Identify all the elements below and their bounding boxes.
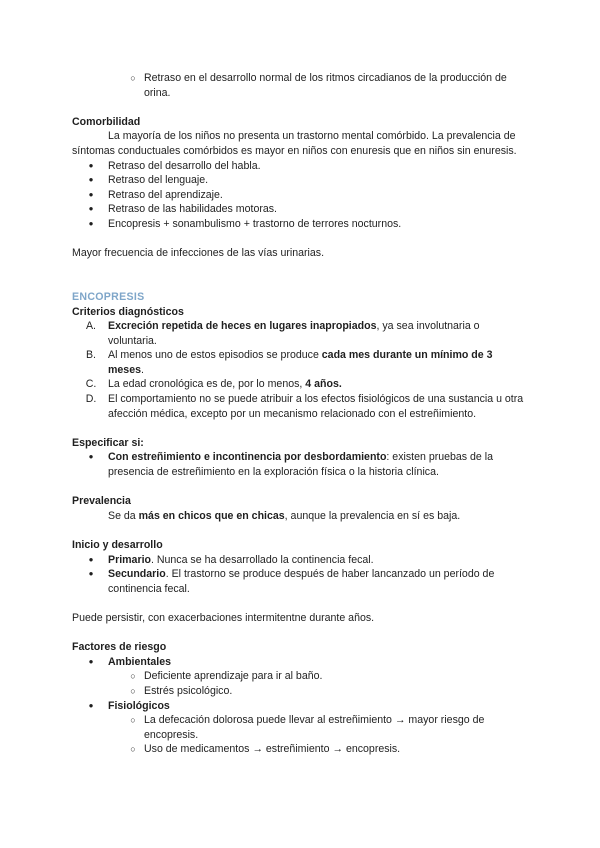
paragraph-prevalencia: Se da más en chicos que en chicas, aunque la prevalencia en sí es baja. xyxy=(108,509,461,522)
list-item: A. Excreción repetida de heces en lugares inapropiados, ya sea involutnaria o voluntaria. xyxy=(85,320,480,347)
list-item: ● Primario. Nunca se ha desarrollado la continencia fecal. xyxy=(72,553,528,568)
heading-factores: Factores de riesgo xyxy=(72,641,167,654)
heading-especificar: Especificar si: xyxy=(72,436,144,449)
heading-prevalencia: Prevalencia xyxy=(72,495,131,508)
section-title: ENCOPRESIS xyxy=(72,290,145,303)
paragraph-comorbilidad: La mayoría de los niños no presenta un trastorno mental comórbido. La prevalencia de síntomas conductuales comórbidos es mayor en niños con enuresis que en niños sin enuresis. xyxy=(72,130,517,157)
criterios-list xyxy=(72,319,528,421)
list-item: ○ La defecación dolorosa puede llevar al estreñimiento → mayor riesgo de encopresis. xyxy=(72,713,528,742)
list-item: ● Con estreñimiento e incontinencia por desbordamiento: existen pruebas de la presencia de estreñimiento en la exploración física o la historia clínica. xyxy=(72,450,528,479)
list-item: ● Fisiológicos xyxy=(72,699,528,714)
list-letter: D. xyxy=(85,393,97,406)
list-item: D. El comportamiento no se puede atribuir a los efectos fisiológicos de una sustancia u otra afección médica, excepto por un mecanismo relacionado con el estreñimiento. xyxy=(85,393,524,420)
bullet-icon: ● xyxy=(88,569,94,579)
heading-criterios: Criterios diagnósticos xyxy=(72,305,184,318)
list-item: ● Retraso del lenguaje. xyxy=(72,173,528,188)
list-item: ● Ambientales xyxy=(72,655,528,670)
bullet-icon: ● xyxy=(88,175,94,185)
note-persistir: Puede persistir, con exacerbaciones intermitentne durante años. xyxy=(72,611,375,624)
list-item: C. La edad cronológica es de, por lo menos, 4 años. xyxy=(85,378,342,391)
list-item: ● Retraso del desarrollo del habla. xyxy=(72,159,528,174)
hollow-bullet-icon: ○ xyxy=(130,73,136,83)
bullet-icon: ● xyxy=(88,189,94,199)
hollow-bullet-icon: ○ xyxy=(130,715,136,726)
hollow-bullet-icon: ○ xyxy=(130,685,136,696)
list-item: ○ Retraso en el desarrollo normal de los ritmos circadianos de la producción de orina. xyxy=(72,71,528,100)
hollow-bullet-icon: ○ xyxy=(130,671,136,682)
heading-inicio: Inicio y desarrollo xyxy=(72,539,163,551)
bullet-icon: ● xyxy=(88,218,94,228)
bullet-icon: ● xyxy=(88,452,94,462)
bullet-icon: ● xyxy=(88,204,94,214)
list-item: ● Retraso de las habilidades motoras. xyxy=(72,202,528,217)
bullet-icon: ● xyxy=(88,700,94,710)
document-page xyxy=(72,71,528,757)
note-infecciones: Mayor frecuencia de infecciones de las vías urinarias. xyxy=(72,247,325,260)
list-item: ○ Uso de medicamentos → estreñimiento → encopresis. xyxy=(72,742,528,757)
list-letter: C. xyxy=(85,378,97,391)
list-item: ● Encopresis + sonambulismo + trastorno de terrores nocturnos. xyxy=(72,217,528,232)
hollow-bullet-icon: ○ xyxy=(130,744,136,755)
list-item: ● Secundario. El trastorno se produce después de haber lancanzado un período de continencia fecal. xyxy=(72,567,528,596)
list-item: ● Retraso del aprendizaje. xyxy=(72,188,528,203)
comorbilidad-list xyxy=(72,159,528,232)
bullet-icon: ● xyxy=(88,160,94,170)
bullet-icon: ● xyxy=(88,554,94,564)
list-item: B. Al menos uno de estos episodios se produce cada mes durante un mínimo de 3 meses. xyxy=(85,349,493,376)
heading-comorbilidad: Comorbilidad xyxy=(72,115,141,128)
list-item: ○ Deficiente aprendizaje para ir al baño. xyxy=(72,669,528,684)
list-letter: B. xyxy=(85,349,96,362)
list-letter: A. xyxy=(85,320,96,333)
bullet-icon: ● xyxy=(88,656,94,666)
list-item: ○ Estrés psicológico. xyxy=(72,684,528,699)
